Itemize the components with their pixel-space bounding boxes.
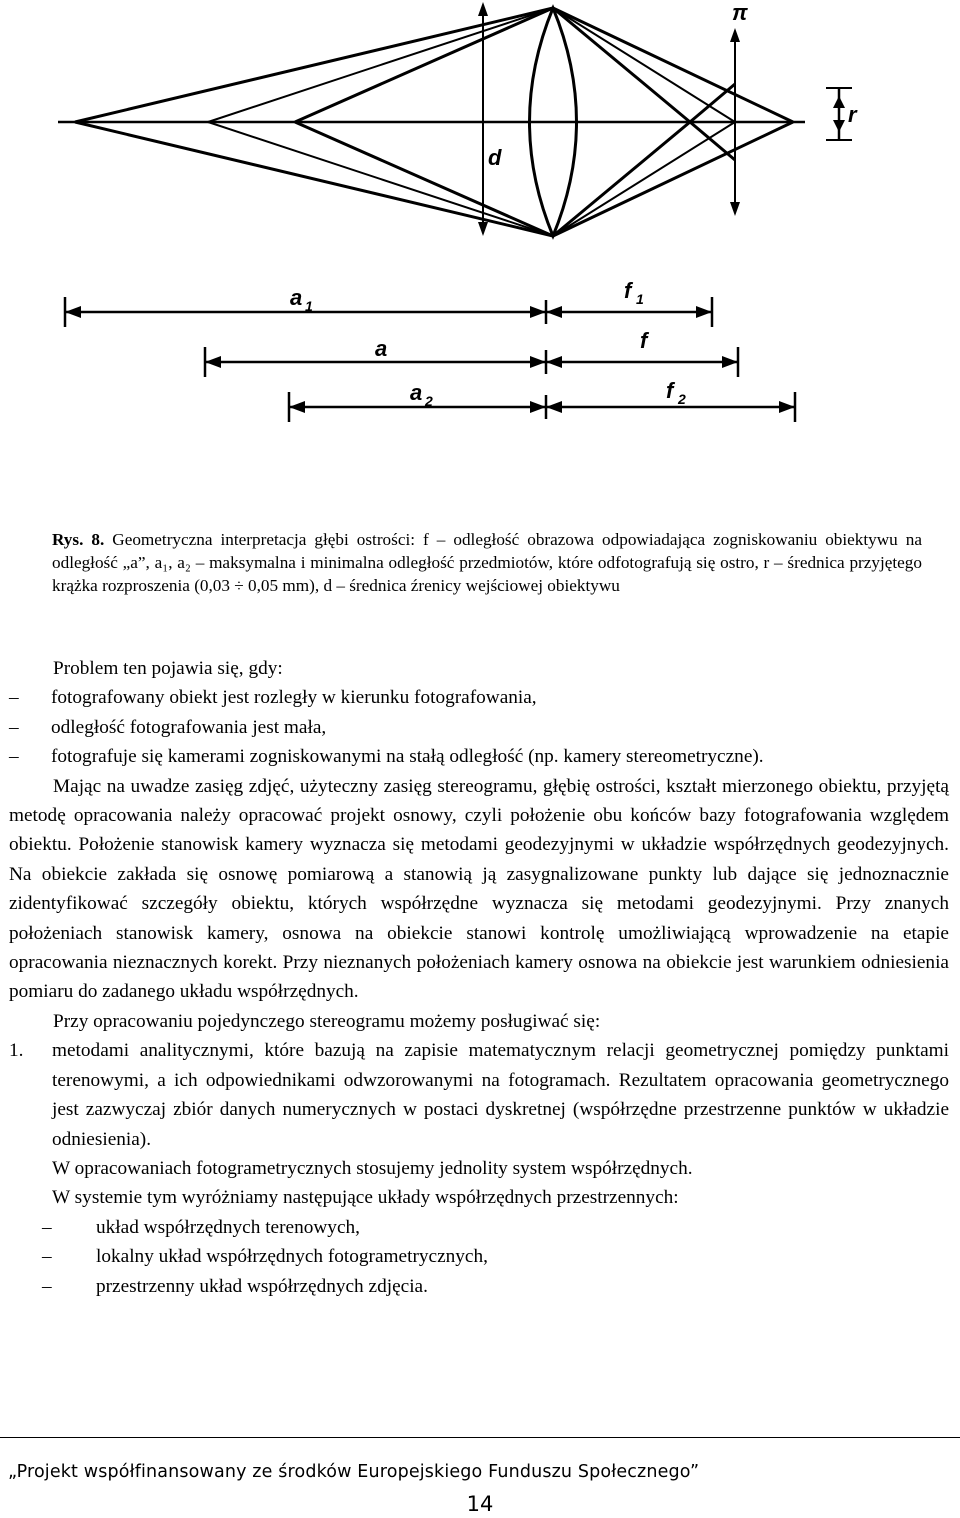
label-pi: π [732, 0, 748, 25]
numbered-item [9, 1036, 949, 1154]
dash-bullet: – [9, 687, 19, 709]
footer-text: „Projekt współfinansowany ze środków Europejskiego Funduszu Społecznego” [8, 1462, 700, 1482]
dash-bullet: – [42, 1275, 52, 1297]
body-text [9, 654, 949, 1301]
condition-item [9, 742, 949, 771]
item-number: 1. [9, 1040, 24, 1062]
system-text: układ współrzędnych terenowych, [96, 1216, 360, 1238]
svg-text:2: 2 [425, 393, 433, 409]
system-text: lokalny układ współrzędnych fotogrametrycznych, [96, 1246, 488, 1268]
caption-text: Geometryczna interpretacja głębi ostrości: f – odległość obrazowa odpowiadająca zogniskowaniu obiektywu na odległość „a”, a₁, a₂ – maksymalna i minimalna odległość przedmiotów, które odfotografują się ostro, r – średnica przyjętego krążka rozproszenia (0,03 ÷ 0,05 mm), d – średnica źrenicy wejściowej obiektywu [52, 530, 923, 595]
caption-lead: Rys. 8. [52, 530, 105, 549]
dash-bullet: – [9, 746, 19, 768]
dash-bullet: – [42, 1216, 52, 1238]
numbered-continuation: W opracowaniach fotogrametrycznych stosujemy jednolity system współrzędnych. [52, 1157, 693, 1179]
item-text: metodami analitycznymi, które bazują na zapisie matematycznym relacji geometrycznej pomiędzy punktami terenowymi, a ich odpowiednikami odwzorowanymi na fotogramach. Rezultatem opracowania geometrycznego jest zazwyczaj zbiór danych numerycznych w postaci dyskretnej (współrzędne przestrzenne punktów w układzie odniesienia). [52, 1040, 949, 1150]
numbered-continuation: W systemie tym wyróżniamy następujące układy współrzędnych przestrzennych: [52, 1187, 679, 1209]
paragraph: Mając na uwadze zasięg zdjęć, użyteczny zasięg stereogramu, głębię ostrości, kształt mierzonego obiektu, przyjętą metodę opracowania należy opracować projekt osnowy, czyli położenie obu końców bazy fotografowania względem obiektu. Położenie stanowisk kamery wyznacza się metodami geodezyjnymi w układzie współrzędnych geodezyjnych. Na obiekcie zakłada się osnowę pomiarową a stanowią ją zasygnalizowane punkty lub dające się jednoznacznie zidentyfikować szczegóły obiektu, których współrzędne wyznacza się metodami geodezyjnymi. Przy znanych położeniach stanowisk kamery, osnowa na obiekcie stanowi kontrolę umożliwiającą wprowadzenie na etapie opracowania nieznacznych korekt. Przy nieznanych położeniach kamery osnowa na obiekcie jest warunkiem odniesienia pomiaru do zadanego układu współrzędnych. [9, 775, 949, 1003]
label-f: f [640, 328, 648, 353]
svg-text:1: 1 [305, 298, 313, 314]
svg-text:2: 2 [678, 391, 686, 407]
system-text: przestrzenny układ współrzędnych zdjęcia. [96, 1275, 428, 1297]
system-item [9, 1272, 949, 1301]
label-r: r [848, 102, 857, 127]
label-d: d [488, 145, 502, 170]
footer-divider [0, 1437, 960, 1438]
system-item [9, 1213, 949, 1242]
depth-of-field-diagram [0, 0, 960, 440]
condition-item [9, 683, 949, 712]
label-f2: f [666, 378, 674, 403]
label-a1: a [290, 285, 303, 310]
label-a: a [375, 336, 388, 361]
condition-text: odległość fotografowania jest mała, [51, 716, 327, 738]
label-a2: a [410, 380, 423, 405]
system-item [9, 1242, 949, 1271]
dash-bullet: – [9, 716, 19, 738]
label-f1: f [624, 278, 632, 303]
intro-line: Problem ten pojawia się, gdy: [53, 658, 283, 679]
condition-item [9, 713, 949, 742]
condition-text: fotografuje się kamerami zogniskowanymi na stałą odległość (np. kamery stereometryczne). [51, 746, 764, 768]
svg-text:1: 1 [636, 291, 644, 307]
dash-bullet: – [42, 1246, 52, 1268]
page-number: 14 [466, 1492, 494, 1516]
figure-caption [52, 528, 922, 597]
paragraph: Przy opracowaniu pojedynczego stereogramu możemy posługiwać się: [53, 1010, 601, 1032]
condition-text: fotografowany obiekt jest rozległy w kierunku fotografowania, [51, 687, 537, 709]
